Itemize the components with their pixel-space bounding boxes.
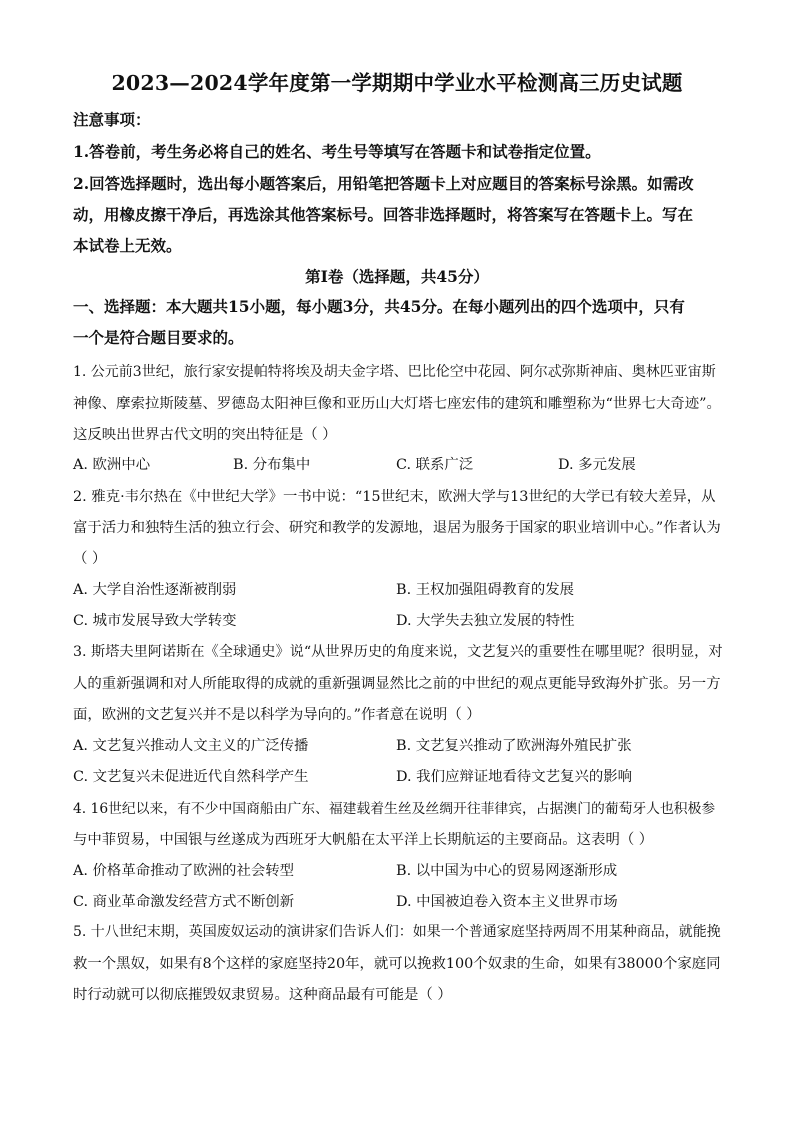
- question-2-line: （ ）: [73, 551, 107, 567]
- notice-line: 动，用橡皮擦干净后，再选涂其他答案标号。回答非选择题时，将答案写在答题卡上。写在: [73, 205, 694, 224]
- notice-line: 本试卷上无效。: [73, 236, 182, 255]
- option-a[interactable]: A. 文艺复兴推动人文主义的广泛传播: [73, 738, 309, 754]
- option-b[interactable]: B. 王权加强阻碍教育的发展: [396, 582, 575, 598]
- question-1-line: 这反映出世界古代文明的突出特征是（ ）: [73, 427, 337, 443]
- option-d[interactable]: D. 多元发展: [558, 457, 636, 473]
- question-2-line: 富于活力和独特生活的独立行会、研究和教学的发源地，退居为服务于国家的职业培训中心。”作者认为: [73, 520, 721, 536]
- question-5-line: 救一个黑奴，如果有8个这样的家庭坚持20年，就可以挽救100个奴隶的生命，如果有38000个家庭同: [73, 956, 721, 972]
- option-c[interactable]: C. 城市发展导致大学转变: [73, 613, 237, 629]
- option-b[interactable]: B. 以中国为中心的贸易网逐渐形成: [396, 863, 618, 879]
- question-5-line: 5. 十八世纪末期，英国废奴运动的演讲家们告诉人们：如果一个普通家庭坚持两周不用某种商品，就能挽: [73, 924, 721, 940]
- option-c[interactable]: C. 文艺复兴未促进近代自然科学产生: [73, 769, 309, 785]
- notice-line: 1.答卷前，考生务必将自己的姓名、考生号等填写在答题卡和试卷指定位置。: [73, 142, 601, 161]
- option-a[interactable]: A. 大学自治性逐渐被削弱: [73, 582, 237, 598]
- option-d[interactable]: D. 中国被迫卷入资本主义世界市场: [396, 894, 618, 910]
- part-intro-line: 一个是符合题目要求的。: [73, 328, 244, 347]
- option-c[interactable]: C. 商业革命激发经营方式不断创新: [73, 894, 295, 910]
- question-5-line: 时行动就可以彻底摧毁奴隶贸易。这种商品最有可能是（ ）: [73, 987, 452, 1003]
- exam-title: 2023—2024学年度第一学期期中学业水平检测高三历史试题: [111, 71, 683, 95]
- question-4-line: 与中菲贸易，中国银与丝遂成为西班牙大帆船在太平洋上长期航运的主要商品。这表明（ ）: [73, 832, 654, 848]
- option-d[interactable]: D. 大学失去独立发展的特性: [396, 613, 575, 629]
- option-b[interactable]: B. 文艺复兴推动了欧洲海外殖民扩张: [396, 738, 632, 754]
- notice-line: 2.回答选择题时，选出每小题答案后，用铅笔把答题卡上对应题目的答案标号涂黑。如需改: [73, 174, 694, 193]
- option-a[interactable]: A. 欧洲中心: [73, 457, 151, 473]
- question-3-line: 面，欧洲的文艺复兴并不是以科学为导向的。”作者意在说明（ ）: [73, 707, 481, 723]
- question-3-line: 3. 斯塔夫里阿诺斯在《全球通史》说“从世界历史的角度来说，文艺复兴的重要性在哪里呢？很明显，对: [73, 644, 723, 660]
- question-1-line: 神像、摩索拉斯陵墓、罗德岛太阳神巨像和亚历山大灯塔七座宏伟的建筑和雕塑称为“世界七大奇迹”。: [73, 396, 721, 412]
- notice-heading: 注意事项：: [73, 110, 151, 129]
- section-title: 第Ⅰ卷（选择题，共45分）: [305, 267, 489, 286]
- question-3-line: 人的重新强调和对人所能取得的成就的重新强调显然比之前的中世纪的观点更能导致海外扩张。另一方: [73, 676, 721, 692]
- option-c[interactable]: C. 联系广泛: [396, 457, 474, 473]
- option-b[interactable]: B. 分布集中: [233, 457, 311, 473]
- option-d[interactable]: D. 我们应辩证地看待文艺复兴的影响: [396, 769, 633, 785]
- part-intro-line: 一、选择题：本大题共15小题，每小题3分，共45分。在每小题列出的四个选项中，只有: [73, 297, 685, 316]
- option-a[interactable]: A. 价格革命推动了欧洲的社会转型: [73, 863, 295, 879]
- question-2-line: 2. 雅克·韦尔热在《中世纪大学》一书中说：“15世纪末，欧洲大学与13世纪的大学已有较大差异，从: [73, 489, 716, 505]
- question-1-line: 1. 公元前3世纪，旅行家安提帕特将埃及胡夫金字塔、巴比伦空中花园、阿尔忒弥斯神庙、奥林匹亚宙斯: [73, 364, 716, 380]
- question-4-line: 4. 16世纪以来，有不少中国商船由广东、福建载着生丝及丝绸开往菲律宾，占据澳门的葡萄牙人也积极参: [73, 801, 716, 817]
